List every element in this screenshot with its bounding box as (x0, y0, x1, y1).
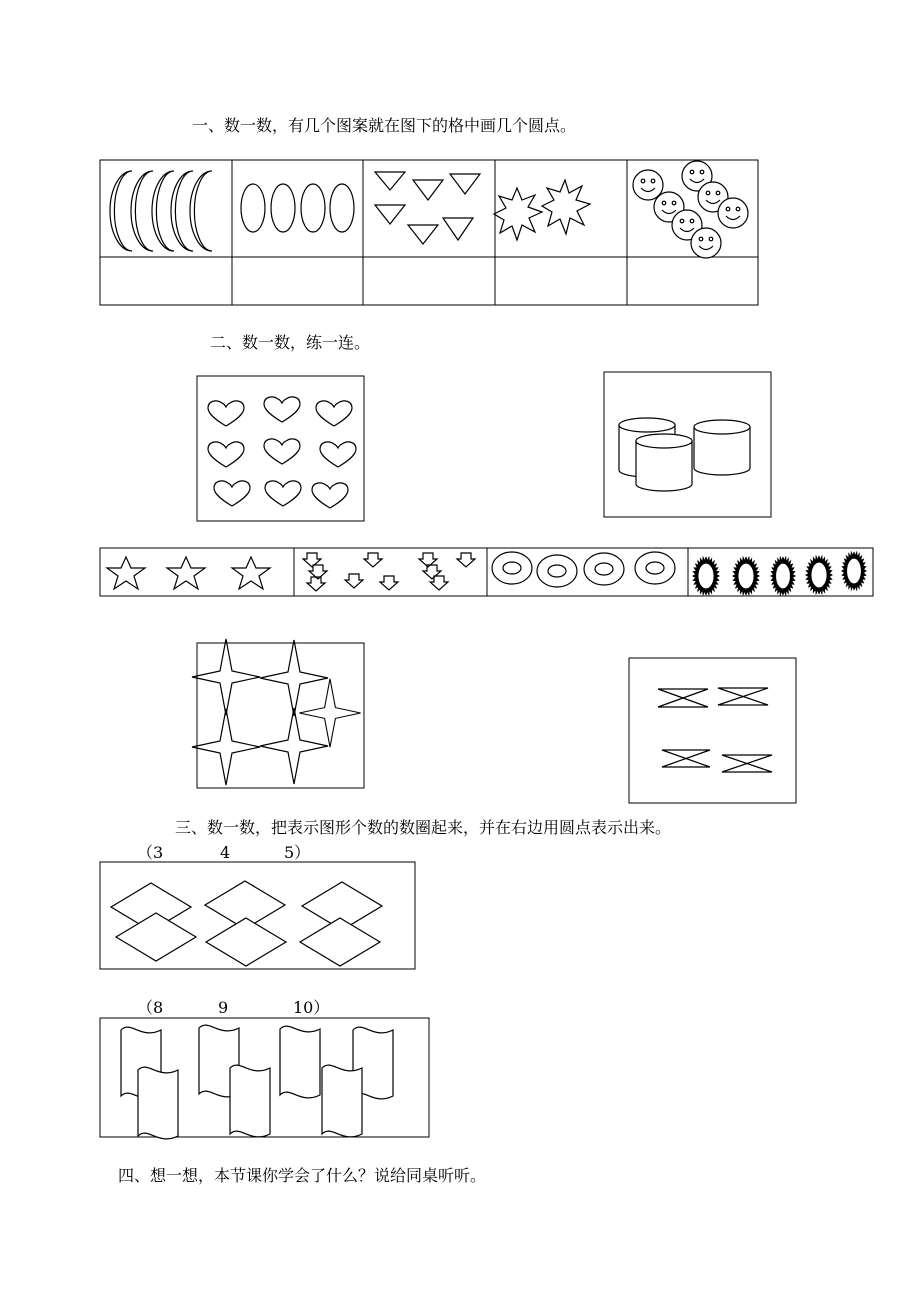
group2-choice-8: （8 (137, 998, 164, 1017)
section4-title: 四、想一想，本节课你学会了什么？说给同桌听听。 (118, 1166, 487, 1185)
section2-title: 二、数一数，练一连。 (210, 333, 371, 352)
crescent-moon-icon (110, 171, 212, 251)
diamond-icon (111, 881, 382, 966)
answer-cell-1[interactable] (101, 258, 231, 304)
cylinder-icon (619, 418, 750, 491)
triangle-icon (375, 172, 480, 244)
sunburst-ring-icon (693, 552, 866, 595)
dots-area-1[interactable] (430, 862, 760, 969)
section1-title: 一、数一数，有几个图案就在图下的格中画几个圆点。 (192, 116, 577, 135)
wavy-flag-icon (121, 1025, 393, 1139)
answer-cell-2[interactable] (233, 258, 362, 304)
group1-choice-4: 4 (220, 843, 231, 862)
down-arrow-icon (303, 553, 475, 591)
group2-choice-10: 10） (293, 998, 330, 1017)
oval-icon (241, 184, 354, 232)
section3-title: 三、数一数，把表示图形个数的数圈起来，并在右边用圆点表示出来。 (175, 818, 672, 837)
dots-area-2[interactable] (444, 1018, 774, 1137)
ring-icon (492, 552, 675, 587)
heart-icon (208, 397, 356, 508)
group2-choice-9: 9 (218, 998, 229, 1017)
answer-cell-4[interactable] (496, 258, 626, 304)
group1-choice-3: （3 (137, 843, 164, 862)
hourglass-icon (658, 688, 772, 772)
hourglass-box[interactable] (629, 658, 796, 803)
five-point-star-icon (107, 557, 270, 589)
answer-cell-3[interactable] (364, 258, 494, 304)
burst-icon (494, 180, 590, 240)
smiley-face-icon (633, 161, 748, 258)
four-point-star-icon (192, 639, 361, 785)
answer-cell-5[interactable] (628, 258, 757, 304)
group1-choice-5: 5） (284, 843, 311, 862)
